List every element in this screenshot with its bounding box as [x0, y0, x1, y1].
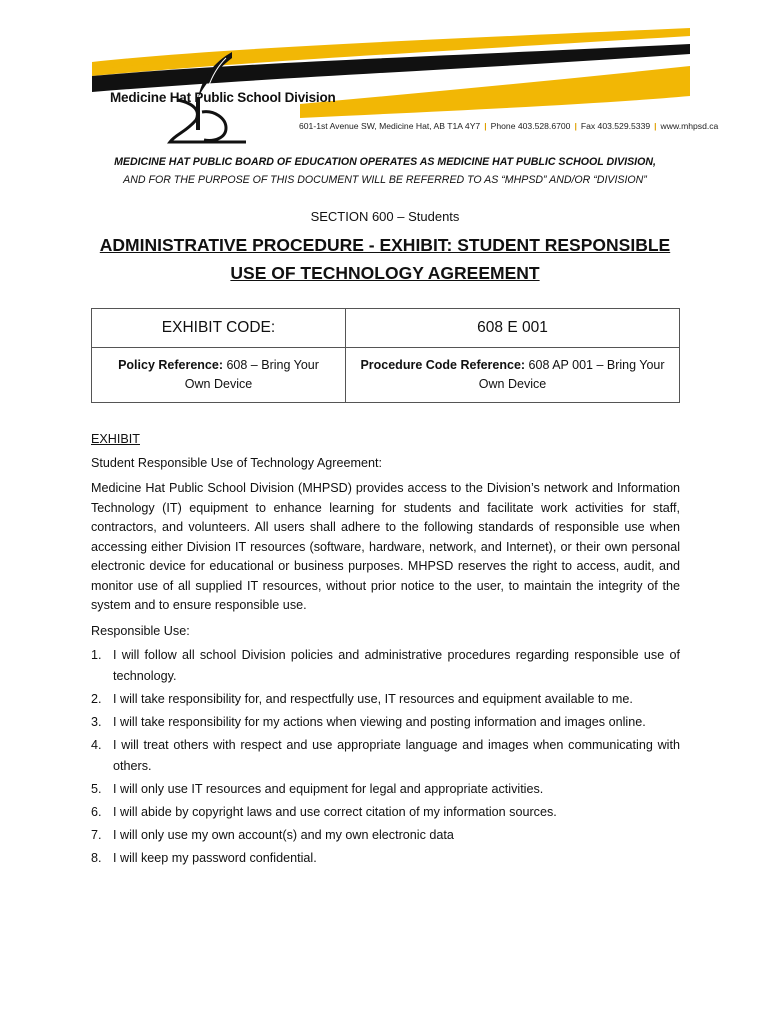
- list-item-text: I will abide by copyright laws and use correct citation of my information sources.: [113, 805, 557, 819]
- list-item-text: I will keep my password confidential.: [113, 851, 317, 865]
- list-item-number: 1.: [91, 648, 102, 662]
- fax: Fax 403.529.5339: [580, 121, 651, 131]
- reference-table: [91, 308, 680, 403]
- list-item-number: 3.: [91, 715, 102, 729]
- list-item: [91, 825, 680, 846]
- policy-reference: [92, 348, 346, 403]
- list-item-text: I will treat others with respect and use appropriate language and images when communicating with others.: [113, 738, 680, 773]
- section-heading: SECTION 600 – Students: [310, 209, 460, 224]
- exhibit-code-value: 608 E 001: [346, 309, 680, 348]
- policy-reference-value: 608 – Bring Your Own Device: [184, 358, 319, 391]
- exhibit-label: EXHIBIT: [91, 432, 140, 446]
- list-item-text: I will only use my own account(s) and my own electronic data: [113, 828, 454, 842]
- list-item: [91, 712, 680, 733]
- exhibit-code-label: EXHIBIT CODE:: [92, 309, 346, 348]
- list-item: [91, 779, 680, 800]
- list-item-text: I will only use IT resources and equipment for legal and appropriate activities.: [113, 782, 544, 796]
- address: 601-1st Avenue SW, Medicine Hat, AB T1A 4Y7: [299, 121, 481, 131]
- website-link[interactable]: www.mhpsd.ca: [660, 121, 719, 131]
- list-item-text: I will follow all school Division policies and administrative procedures regarding responsible use of technology.: [113, 648, 680, 683]
- procedure-reference-label: Procedure Code Reference:: [360, 358, 526, 372]
- document-body: [91, 430, 680, 871]
- separator: |: [484, 121, 487, 131]
- separator: |: [654, 121, 657, 131]
- list-item-number: 8.: [91, 851, 102, 865]
- list-item-number: 6.: [91, 805, 102, 819]
- list-item-number: 7.: [91, 828, 102, 842]
- agreement-heading: Student Responsible Use of Technology Agreement:: [91, 455, 383, 470]
- separator: |: [574, 121, 577, 131]
- list-item-number: 2.: [91, 692, 102, 706]
- governance-line-2: AND FOR THE PURPOSE OF THIS DOCUMENT WILL BE REFERRED TO AS “MHPSD” AND/OR “DIVISION”: [123, 174, 647, 186]
- list-item: [91, 735, 680, 777]
- responsible-use-heading: Responsible Use:: [91, 623, 190, 638]
- procedure-reference-value: 608 AP 001 – Bring Your Own Device: [478, 358, 665, 391]
- list-item: [91, 689, 680, 710]
- procedure-reference: [346, 348, 680, 403]
- list-item-number: 5.: [91, 782, 102, 796]
- rules-list: [91, 645, 680, 869]
- list-item: [91, 802, 680, 823]
- phone: Phone 403.528.6700: [490, 121, 571, 131]
- org-name: Medicine Hat Public School Division: [110, 90, 336, 105]
- governance-line-1: MEDICINE HAT PUBLIC BOARD OF EDUCATION OPERATES AS MEDICINE HAT PUBLIC SCHOOL DIVISION,: [114, 156, 656, 168]
- list-item-text: I will take responsibility for my actions when viewing and posting information and images online.: [113, 715, 646, 729]
- intro-paragraph: Medicine Hat Public School Division (MHPSD) provides access to the Division’s network and Information Technology (IT) equipment to enhance learning for students and facilitate work activities for staff, contractors, and volunteers. All users shall adhere to the following standards of responsible use when accessing either Division IT resources (software, hardware, network, and Internet), or their own personal electronic device for educational or business purposes. MHPSD reserves the right to access, audit, and monitor use of all supplied IT resources, without prior notice to the user, to maintain the integrity of the system and to ensure responsible use.: [91, 481, 680, 612]
- list-item: [91, 645, 680, 687]
- list-item-text: I will take responsibility for, and respectfully use, IT resources and equipment available to me.: [113, 692, 633, 706]
- contact-line: [299, 121, 718, 131]
- list-item-number: 4.: [91, 738, 102, 752]
- policy-reference-label: Policy Reference:: [118, 358, 223, 372]
- document-title: ADMINISTRATIVE PROCEDURE - EXHIBIT: STUDENT RESPONSIBLE USE OF TECHNOLOGY AGREEMENT: [99, 235, 671, 283]
- list-item: [91, 848, 680, 869]
